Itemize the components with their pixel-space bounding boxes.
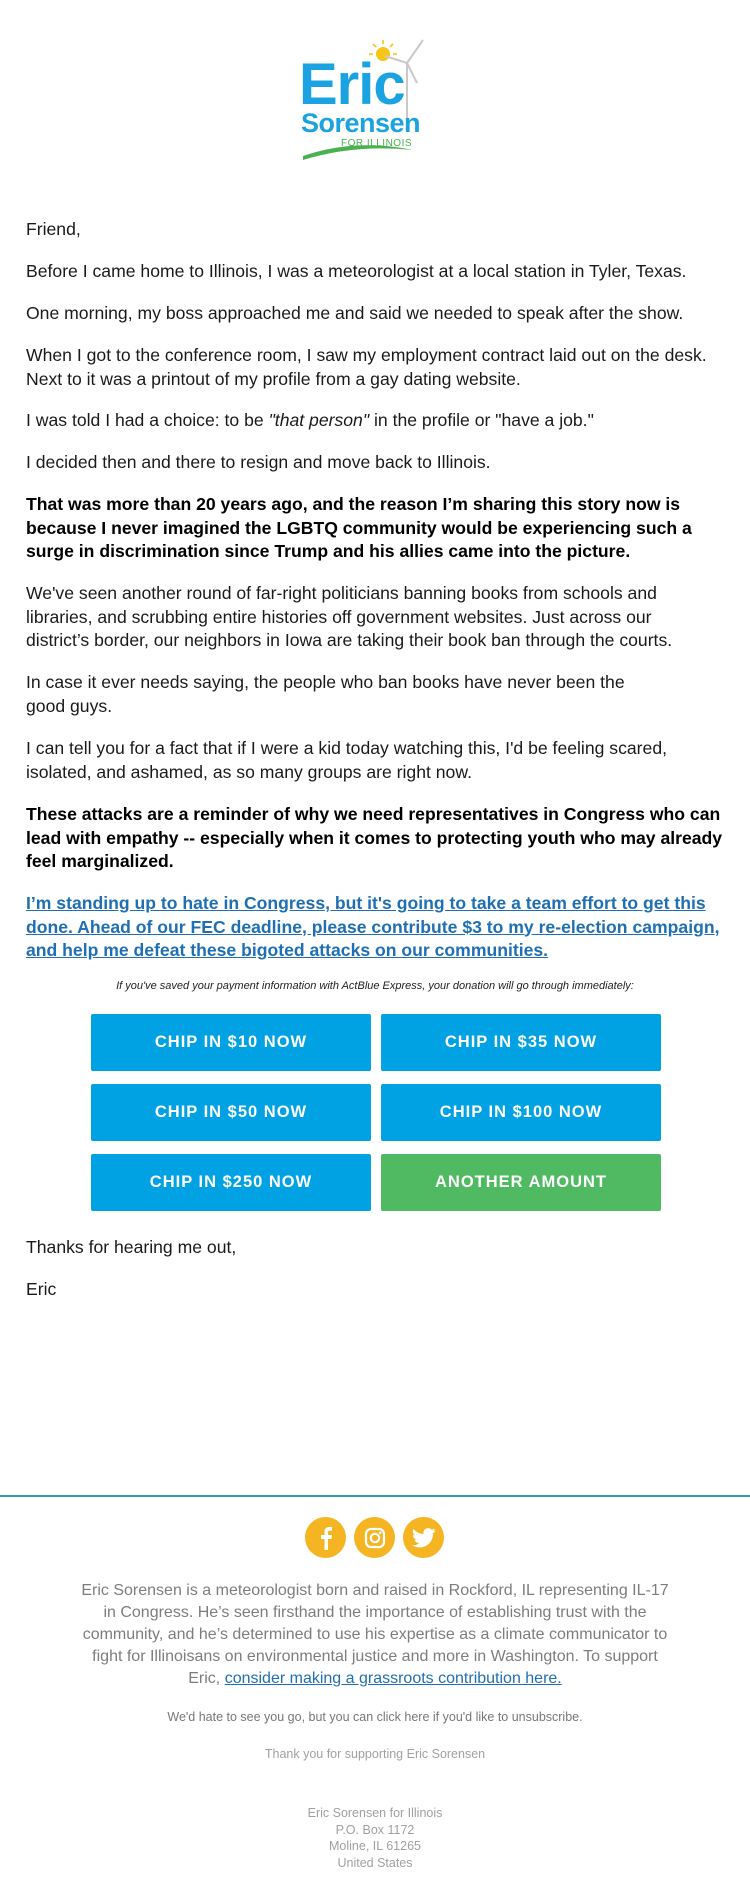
greeting: Friend, bbox=[26, 219, 81, 239]
footer-bio bbox=[80, 1580, 670, 1690]
address-line-3: Moline, IL 61265 bbox=[329, 1839, 421, 1853]
chip-in-100-button[interactable]: CHIP IN $100 NOW bbox=[381, 1084, 661, 1141]
another-amount-button[interactable]: ANOTHER AMOUNT bbox=[381, 1154, 661, 1211]
address-line-2: P.O. Box 1172 bbox=[335, 1822, 415, 1837]
p8-line-1: In case it ever needs saying, the people who ban books have never been the bbox=[26, 672, 625, 692]
twitter-icon bbox=[412, 1527, 436, 1549]
paragraph-8 bbox=[26, 671, 726, 718]
facebook-icon bbox=[316, 1526, 336, 1550]
chip-in-10-button[interactable]: CHIP IN $10 NOW bbox=[91, 1014, 371, 1071]
thanks-text: Thank you for supporting Eric Sorensen bbox=[264, 1747, 486, 1761]
paragraph-10-bold: These attacks are a reminder of why we need representatives in Congress who can lead with empathy -- especially when it comes to protecting youth who may already feel marginalized. bbox=[26, 804, 723, 871]
chip-in-250-button[interactable]: CHIP IN $250 NOW bbox=[91, 1154, 371, 1211]
footer-divider bbox=[0, 1495, 750, 1497]
paragraph-1: Before I came home to Illinois, I was a meteorologist at a local station in Tyler, Texas. bbox=[26, 261, 687, 281]
paragraph-2: One morning, my boss approached me and said we needed to speak after the show. bbox=[26, 303, 684, 323]
unsubscribe-text[interactable]: We'd hate to see you go, but you can click here if you'd like to unsubscribe. bbox=[167, 1710, 583, 1724]
chip-in-35-button[interactable]: CHIP IN $35 NOW bbox=[381, 1014, 661, 1071]
instagram-button[interactable] bbox=[354, 1517, 395, 1558]
campaign-logo bbox=[295, 38, 455, 163]
paragraph-5: I decided then and there to resign and move back to Illinois. bbox=[26, 452, 491, 472]
p4-before: I was told I had a choice: to be bbox=[26, 410, 269, 430]
paragraph-4 bbox=[26, 409, 726, 433]
paragraph-6-bold: That was more than 20 years ago, and the reason I’m sharing this story now is because I never imagined the LGBTQ community would be experiencing such a surge in discrimination since Trump and his allies came into the picture. bbox=[26, 494, 692, 561]
paragraph-3: When I got to the conference room, I saw my employment contract laid out on the desk. Next to it was a printout of my profile from a gay dating website. bbox=[26, 345, 707, 389]
address-line-1: Eric Sorensen for Illinois bbox=[307, 1806, 443, 1820]
paragraph-7: We've seen another round of far-right politicians banning books from schools and libraries, and scrubbing entire histories off government websites. Just across our district’s border, our neighbors in Iowa are taking their book ban through the courts. bbox=[26, 583, 673, 650]
twitter-button[interactable] bbox=[403, 1517, 444, 1558]
p4-italic: "that person" bbox=[268, 410, 370, 430]
actblue-express-note: If you've saved your payment information with ActBlue Express, your donation will go through immediately: bbox=[116, 980, 634, 992]
mailing-address bbox=[0, 1805, 750, 1871]
instagram-icon bbox=[363, 1526, 387, 1550]
p8-line-2: good guys. bbox=[26, 695, 113, 716]
donate-link[interactable]: I’m standing up to hate in Congress, but it's going to take a team effort to get this done. Ahead of our FEC deadline, please contribute $3 to my re-election campaign, and help me defeat these bigoted attacks on our communities. bbox=[26, 893, 720, 960]
logo-sorensen: Sorensen bbox=[301, 108, 421, 138]
paragraph-9: I can tell you for a fact that if I were a kid today watching this, I'd be feeling scared, isolated, and ashamed, as so many groups are right now. bbox=[26, 738, 667, 782]
signature: Eric bbox=[26, 1279, 57, 1299]
chip-in-50-button[interactable]: CHIP IN $50 NOW bbox=[91, 1084, 371, 1141]
logo-for-illinois: FOR ILLINOIS bbox=[341, 138, 413, 149]
address-line-4: United States bbox=[337, 1855, 413, 1870]
facebook-button[interactable] bbox=[305, 1517, 346, 1558]
grassroots-contribution-link[interactable]: consider making a grassroots contribution here. bbox=[224, 1670, 562, 1687]
footer-bio-text: Eric Sorensen is a meteorologist born and raised in Rockford, IL representing IL-17 in Congress. He’s seen firsthand the importance of establishing trust with the community, and he’s determined to use his expertise as a climate communicator to fight for Illinoisans on environmental justice and more in Washington. To support Eric, bbox=[81, 1582, 669, 1687]
signoff: Thanks for hearing me out, bbox=[26, 1237, 237, 1257]
p4-after: in the profile or "have a job." bbox=[369, 410, 594, 430]
logo-eric: Eric bbox=[299, 52, 405, 117]
